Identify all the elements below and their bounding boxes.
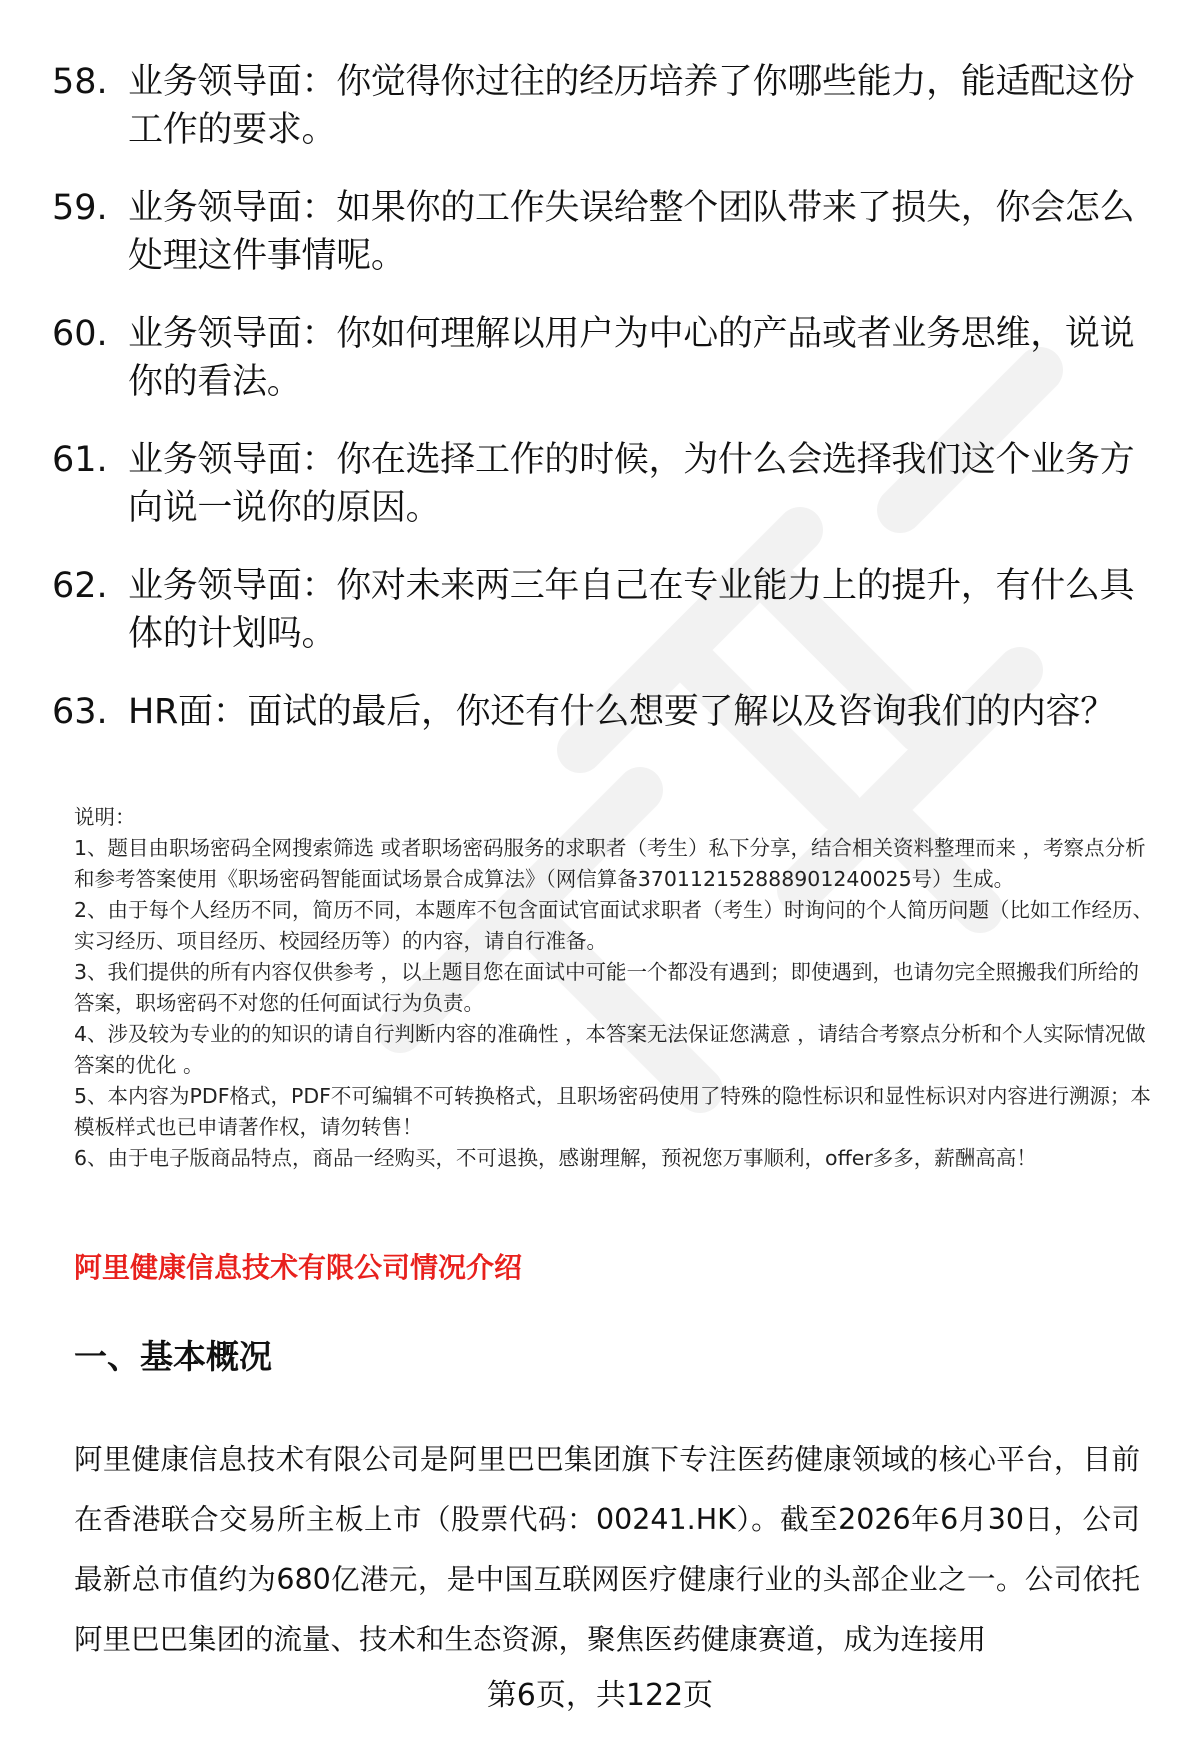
list-item bbox=[52, 688, 1152, 736]
company-title: 阿里健康信息技术有限公司情况介绍 bbox=[74, 1251, 523, 1284]
section-heading: 一、基本概况 bbox=[74, 1337, 272, 1376]
note-item: 6、由于电子版商品特点，商品一经购买，不可退换，感谢理解，预祝您万事顺利，offer多多，薪酬高高！ bbox=[74, 1146, 1037, 1170]
question-text: 业务领导面：你觉得你过往的经历培养了你哪些能力，能适配这份工作的要求。 bbox=[128, 62, 1135, 150]
note-item: 4、涉及较为专业的的知识的请自行判断内容的准确性 ，本答案无法保证您满意 ，请结合考察点分析和个人实际情况做答案的优化 。 bbox=[74, 1022, 1146, 1077]
note-item: 3、我们提供的所有内容仅供参考 ，以上题目您在面试中可能一个都没有遇到；即使遇到，也请勿完全照搬我们所给的答案，职场密码不对您的任何面试行为负责。 bbox=[74, 960, 1140, 1015]
question-number: 61. bbox=[52, 440, 108, 480]
note-item: 1、题目由职场密码全网搜索筛选 或者职场密码服务的求职者（考生）私下分享，结合相关资料整理而来 ，考察点分析和参考答案使用《职场密码智能面试场景合成算法》（网信算备370112152888901240025号）生成。 bbox=[74, 836, 1146, 891]
question-text: 业务领导面：你如何理解以用户为中心的产品或者业务思维，说说你的看法。 bbox=[128, 314, 1135, 402]
question-number: 59. bbox=[52, 188, 108, 228]
body-paragraph: 阿里健康信息技术有限公司是阿里巴巴集团旗下专注医药健康领域的核心平台，目前在香港联合交易所主板上市（股票代码：00241.HK）。截至2026年6月30日，公司最新总市值约为680亿港元，是中国互联网医疗健康行业的头部企业之一。公司依托阿里巴巴集团的流量、技术和生态资源，聚焦医药健康赛道，成为连接用 bbox=[74, 1443, 1140, 1656]
note-item: 5、本内容为PDF格式，PDF不可编辑不可转换格式，且职场密码使用了特殊的隐性标识和显性标识对内容进行溯源；本模板样式也已申请著作权，请勿转售！ bbox=[74, 1084, 1151, 1139]
notes-heading: 说明： bbox=[74, 805, 136, 829]
question-list bbox=[52, 58, 1152, 766]
list-item bbox=[52, 310, 1152, 406]
question-text: 业务领导面：如果你的工作失误给整个团队带来了损失，你会怎么处理这件事情呢。 bbox=[128, 188, 1135, 276]
question-text: HR面：面试的最后，你还有什么想要了解以及咨询我们的内容？ bbox=[128, 692, 1115, 732]
question-number: 62. bbox=[52, 566, 108, 606]
list-item bbox=[52, 436, 1152, 532]
list-item bbox=[52, 58, 1152, 154]
question-number: 58. bbox=[52, 62, 108, 102]
list-item bbox=[52, 184, 1152, 280]
note-item: 2、由于每个人经历不同，简历不同，本题库不包含面试官面试求职者（考生）时询问的个人简历问题（比如工作经历、实习经历、项目经历、校园经历等）的内容，请自行准备。 bbox=[74, 898, 1154, 953]
question-text: 业务领导面：你对未来两三年自己在专业能力上的提升，有什么具体的计划吗。 bbox=[128, 566, 1135, 654]
question-text: 业务领导面：你在选择工作的时候，为什么会选择我们这个业务方向说一说你的原因。 bbox=[128, 440, 1135, 528]
list-item bbox=[52, 562, 1152, 658]
question-number: 63. bbox=[52, 692, 108, 732]
page-number-footer: 第6页，共122页 bbox=[486, 1678, 714, 1713]
question-number: 60. bbox=[52, 314, 108, 354]
notes-section bbox=[74, 802, 1154, 1174]
